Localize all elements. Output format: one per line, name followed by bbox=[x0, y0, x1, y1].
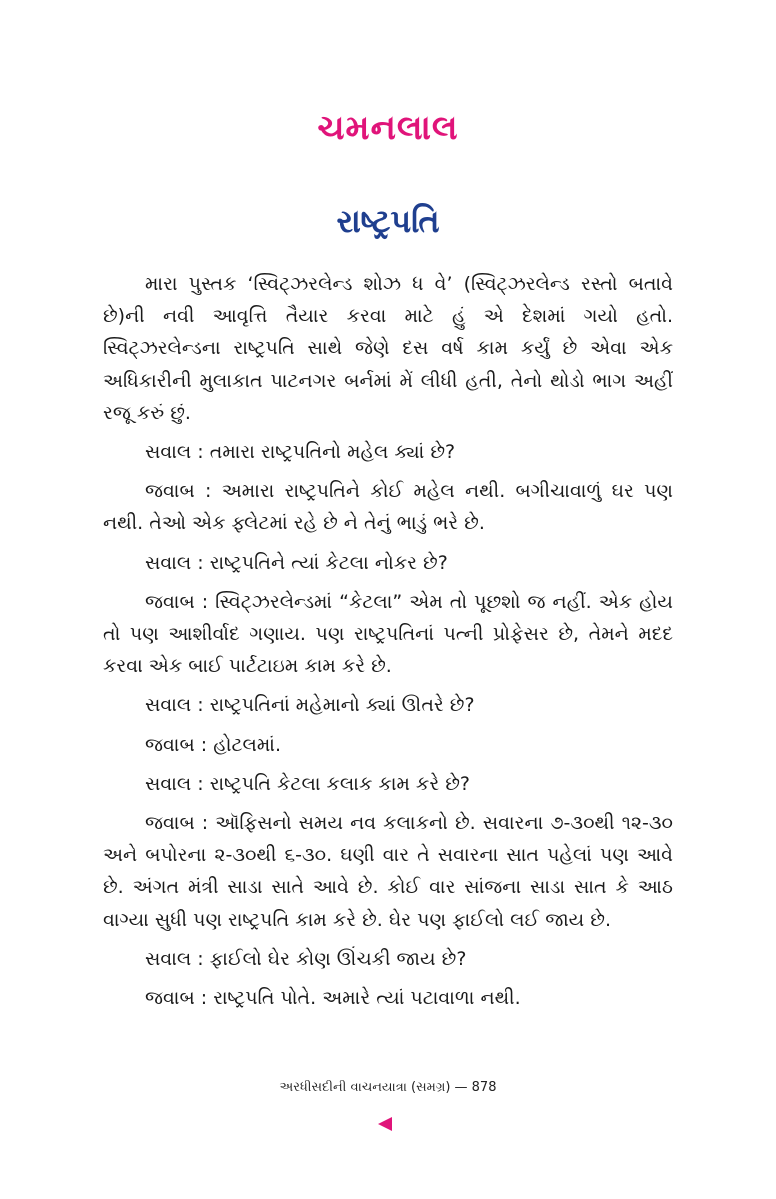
paragraph-answer: જવાબ : અમારા રાષ્ટ્રપતિને કોઈ મહેલ નથી. બગીચાવાળું ઘર પણ નથી. તેઓ એક ફ્લેટમાં રહે છે ને તેનું ભાડું ભરે છે. bbox=[103, 480, 673, 535]
author-name: ચમનલાલ bbox=[317, 108, 459, 148]
chapter-title: રાષ્ટ્રપતિ bbox=[336, 202, 440, 240]
paragraph-intro: મારા પુસ્તક ‘સ્વિટ્ઝરલેન્ડ શોઝ ધ વે’ (સ્વિટ્ઝરલેન્ડ રસ્તો બતાવે છે)ની નવી આવૃત્તિ તૈયાર કરવા માટે હું એ દેશમાં ગયો હતો. સ્વિટ્ઝરલેન્ડના રાષ્ટ્રપતિ સાથે જેણે દસ વર્ષ કામ કર્યું છે એવા એક અધિકારીની મુલાકાત પાટનગર બર્નમાં મેં લીધી હતી, તેનો થોડો ભાગ અહીં રજૂ કરું છું. bbox=[103, 273, 673, 424]
paragraph-answer: જવાબ : ઑફિસનો સમય નવ કલાકનો છે. સવારના ૭-૩૦થી ૧૨-૩૦ અને બપોરના ૨-૩૦થી ૬-૩૦. ઘણી વાર તે સવારના સાત પહેલાં પણ આવે છે. અંગત મંત્રી સાડા સાતે આવે છે. કોઈ વાર સાંજના સાડા સાત કે આઠ વાગ્યા સુધી પણ રાષ્ટ્રપતિ કામ કરે છે. ઘેર પણ ફાઈલો લઈ જાય છે. bbox=[103, 812, 673, 931]
page-footer: અરધીસદીની વાચનયાત્રા (સમગ્ર) — 878 bbox=[279, 1080, 497, 1095]
paragraph-question: સવાલ : ફાઈલો ઘેર કોણ ઊંચકી જાય છે? bbox=[145, 947, 467, 970]
body-text bbox=[103, 268, 673, 1021]
paragraph-question: સવાલ : રાષ્ટ્રપતિનાં મહેમાનો ક્યાં ઊતરે છે? bbox=[145, 694, 475, 717]
previous-page-arrow-icon[interactable] bbox=[378, 1117, 392, 1131]
paragraph-question: સવાલ : રાષ્ટ્રપતિ કેટલા કલાક કામ કરે છે? bbox=[145, 772, 470, 795]
paragraph-question: સવાલ : રાષ્ટ્રપતિને ત્યાં કેટલા નોકર છે? bbox=[145, 551, 448, 574]
paragraph-answer: જવાબ : રાષ્ટ્રપતિ પોતે. અમારે ત્યાં પટાવાળા નથી. bbox=[145, 987, 521, 1010]
paragraph-answer: જવાબ : સ્વિટ્ઝરલેન્ડમાં “કેટલા” એમ તો પૂછશો જ નહીં. એક હોય તો પણ આશીર્વાદ ગણાય. પણ રાષ્ટ્રપતિનાં પત્ની પ્રોફેસર છે, તેમને મદદ કરવા એક બાઈ પાર્ટટાઇમ કામ કરે છે. bbox=[103, 590, 673, 678]
paragraph-question: સવાલ : તમારા રાષ્ટ્રપતિનો મહેલ ક્યાં છે? bbox=[145, 441, 456, 464]
paragraph-answer: જવાબ : હોટલમાં. bbox=[145, 733, 281, 756]
